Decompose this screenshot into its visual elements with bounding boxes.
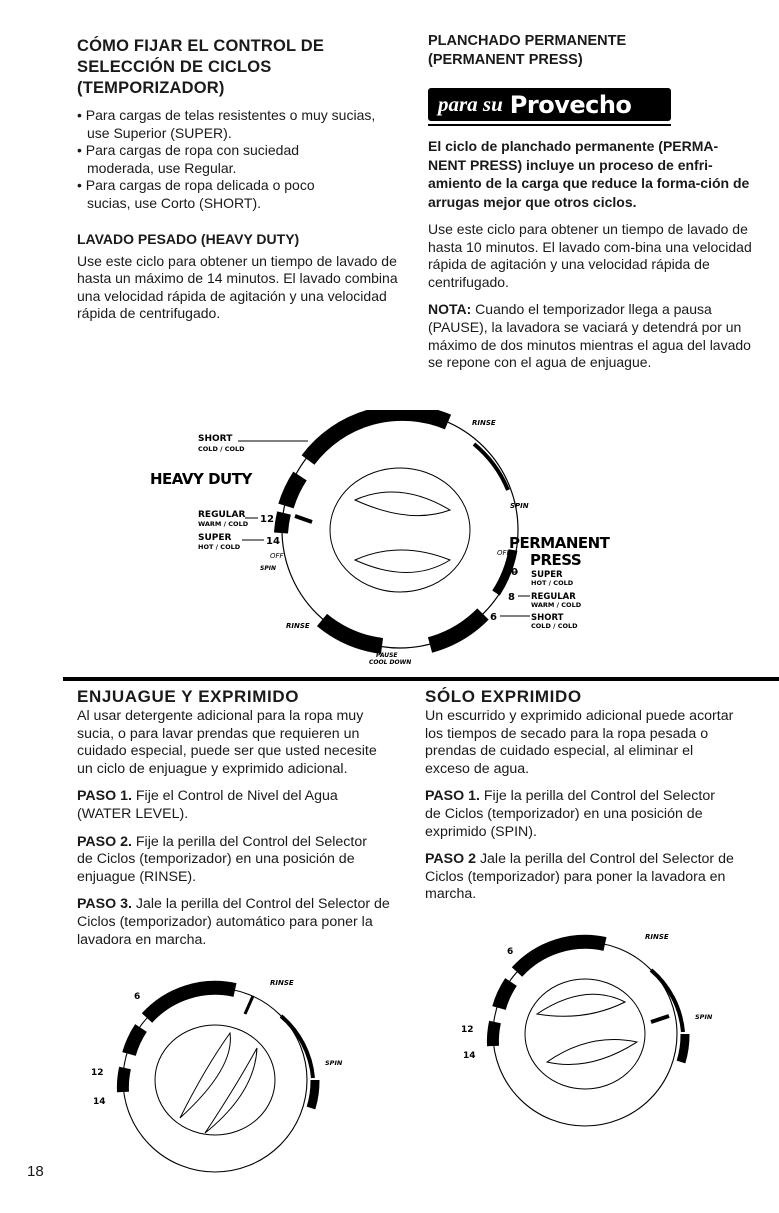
dial-label-pause: PAUSE: [376, 652, 398, 659]
permanent-press-bold-paragraph: El ciclo de planchado permanente (PERMA-NENT PRESS) incluye un proceso de enfri-amiento de la carga que reduce la forma-ción de arrugas mejor que otros ciclos.: [428, 138, 750, 210]
small-dial-number-14: 14: [463, 1051, 476, 1061]
page-number: 18: [27, 1163, 44, 1180]
dial-knob-grip-lower: [355, 550, 450, 573]
step-1-text: Fije el Control de Nivel del Agua (WATER LEVEL).: [77, 788, 338, 822]
dial-arc-left-upper: [286, 476, 300, 506]
spin-step-1-label: PASO 1.: [425, 788, 480, 805]
note-paragraph: [428, 301, 754, 371]
small-dial-label-rinse: RINSE: [270, 979, 294, 987]
dial-number-10: 10: [504, 567, 518, 578]
dial-pointer: [295, 516, 312, 522]
dial-label-pp-short: SHORT: [531, 613, 564, 623]
dial-knob-inner: [330, 468, 470, 592]
right-bottom-section: [425, 686, 760, 904]
dial-label-super-sub: HOT / COLD: [198, 543, 241, 551]
small-dial-pointer: [245, 996, 253, 1014]
bullet-item: • Para cargas de telas resistentes o muy sucias, use Superior (SUPER).: [77, 107, 376, 141]
section-divider: [63, 677, 779, 681]
dial-number-8: 8: [508, 592, 515, 603]
dial-arc-left-lower: [281, 513, 284, 533]
para-su-provecho-badge: [428, 88, 671, 121]
dial-label-pp-super-sub: HOT / COLD: [531, 579, 574, 587]
dial-label-permanent: PERMANENT: [509, 534, 610, 552]
rinse-dial-diagram: [85, 968, 355, 1180]
cycle-selector-dial-diagram: [150, 410, 630, 675]
note-text: Cuando el temporizador llega a pausa (PAUSE), la lavadora se vaciará y detendrá por un máximo de dos minutos mientras el agua del lavado se repone con el agua de enjuague.: [428, 301, 751, 371]
permanent-press-title: [428, 32, 758, 70]
dial-knob-grip-upper: [355, 492, 450, 516]
small-dial-grip-2: [205, 1048, 257, 1133]
dial-label-spin-left: SPIN: [260, 565, 276, 572]
title-line-1: PLANCHADO PERMANENTE: [428, 33, 627, 49]
step-3: [77, 896, 397, 949]
dial-arc-right-thin: [474, 444, 508, 490]
dial-label-cool-down: COOL DOWN: [369, 659, 412, 666]
small-dial-arc-right: [281, 1016, 313, 1078]
dial-label-regular-sub: WARM / COLD: [198, 520, 249, 528]
rinse-spin-title: ENJUAGUE Y EXPRIMIDO: [77, 687, 300, 706]
spin-only-title: SÓLO EXPRIMIDO: [425, 687, 582, 706]
small-dial-number-6: 6: [507, 947, 514, 957]
small-dial-arc-right: [651, 970, 683, 1032]
section-title: [77, 36, 407, 99]
step-2-text: Fije la perilla del Control del Selector de Ciclos (temporizador) en una posición de enjuague (RINSE).: [77, 833, 367, 885]
small-dial-arc-left-lower: [493, 1022, 495, 1046]
small-dial-arc-left-lower: [123, 1068, 125, 1092]
badge-small-text: para su: [438, 92, 503, 116]
spin-step-2-label: PASO 2: [425, 851, 476, 868]
small-dial-label-rinse: RINSE: [645, 933, 669, 941]
left-top-section: [77, 36, 407, 323]
small-dial-number-12: 12: [461, 1025, 474, 1035]
small-dial-number-6: 6: [134, 992, 141, 1002]
small-dial-arc-right-lower: [681, 1034, 685, 1062]
bullet-item: • Para cargas de ropa con suciedad moderada, use Regular.: [77, 142, 300, 176]
small-dial-arc-right-lower: [311, 1080, 315, 1108]
step-1: [77, 788, 377, 823]
dial-label-regular: REGULAR: [198, 510, 246, 520]
note-label: NOTA:: [428, 301, 472, 318]
small-dial-arc-top: [517, 942, 605, 972]
right-top-section: [428, 32, 758, 372]
spin-step-2: [425, 851, 737, 904]
step-1-label: PASO 1.: [77, 788, 132, 805]
dial-label-pp-regular-sub: WARM / COLD: [531, 601, 582, 609]
dial-label-short-sub: COLD / COLD: [198, 445, 245, 453]
dial-arc-bottom-left: [322, 620, 382, 646]
dial-number-6: 6: [316, 437, 323, 448]
dial-label-spin-right: SPIN: [510, 502, 529, 510]
title-line-3: (TEMPORIZADOR): [77, 79, 225, 97]
spin-only-text: Un escurrido y exprimido adicional puede acortar los tiempos de secado para la ropa pesada o prendas de cuidado especial, al eliminar el exceso de agua.: [425, 708, 734, 777]
step-3-text: Jale la perilla del Control del Selector de Ciclos (temporizador) automático para poner la lavadora en marcha.: [77, 896, 390, 948]
bullet-item: • Para cargas de ropa delicada o poco sucias, use Corto (SHORT).: [77, 177, 315, 211]
dial-arc-top: [308, 413, 448, 460]
small-dial-grip-1: [537, 994, 625, 1016]
dial-label-rinse-top: RINSE: [472, 419, 496, 427]
small-dial-label-spin: SPIN: [325, 1059, 343, 1067]
dial-label-super: SUPER: [198, 533, 232, 543]
rinse-spin-text: Al usar detergente adicional para la ropa muy sucia, o para lavar prendas que requieren un cuidado especial, puede ser que usted necesite un ciclo de enjuague y exprimido adicional.: [77, 708, 377, 777]
small-dial-number-12: 12: [91, 1068, 104, 1078]
badge-big-text: Provecho: [509, 90, 632, 119]
dial-label-short: SHORT: [198, 434, 233, 444]
small-dial-arc-left: [129, 1028, 141, 1054]
small-dial-grip-2: [547, 1040, 637, 1065]
dial-label-pp-regular: REGULAR: [531, 592, 576, 602]
small-dial-arc-top: [147, 988, 235, 1018]
small-dial-inner: [525, 979, 645, 1089]
step-3-label: PASO 3.: [77, 896, 132, 913]
small-dial-number-14: 14: [93, 1097, 106, 1107]
spin-step-1-text: Fije la perilla del Control del Selector de Ciclos (temporizador) en una posición de exprimido (SPIN).: [425, 788, 715, 840]
spin-step-1: [425, 788, 725, 841]
left-bottom-section: [77, 686, 397, 949]
permanent-press-text: Use este ciclo para obtener un tiempo de lavado de hasta 10 minutos. El lavado com-bina una velocidad rápida de agitación y una velocidad rápida de centrifugado.: [428, 221, 752, 290]
dial-label-press: PRESS: [530, 551, 582, 569]
dial-label-off-right: OFF: [497, 549, 511, 557]
dial-number-pp-6: 6: [490, 612, 497, 623]
spin-step-2-text: Jale la perilla del Control del Selector de Ciclos (temporizador) para poner la lavadora en marcha.: [425, 851, 734, 903]
title-line-2: SELECCIÓN DE CICLOS: [77, 58, 272, 76]
small-dial-label-spin: SPIN: [695, 1013, 713, 1021]
spin-dial-diagram: [455, 922, 725, 1134]
title-line-1: CÓMO FIJAR EL CONTROL DE: [77, 37, 325, 55]
dial-label-off-left: OFF: [270, 552, 284, 560]
dial-arc-bottom-right: [430, 614, 483, 645]
dial-label-heavy-duty: HEAVY DUTY: [150, 470, 252, 488]
small-dial-arc-left: [499, 982, 511, 1008]
dial-number-14: 14: [266, 536, 280, 547]
heavy-duty-text: Use este ciclo para obtener un tiempo de lavado de hasta un máximo de 14 minutos. El lavado combina una velocidad rápida de agitación y una velocidad rápida de centrifugado.: [77, 252, 398, 322]
dial-label-rinse-left: RINSE: [286, 622, 310, 630]
small-dial-pointer: [651, 1016, 669, 1022]
title-line-2: (PERMANENT PRESS): [428, 52, 583, 68]
dial-label-pp-super: SUPER: [531, 570, 563, 580]
badge-underline: [428, 124, 671, 126]
step-2: [77, 834, 367, 887]
dial-number-12: 12: [260, 514, 274, 525]
dial-label-pp-short-sub: COLD / COLD: [531, 622, 578, 630]
bullet-list: [77, 107, 407, 213]
step-2-label: PASO 2.: [77, 833, 132, 850]
heavy-duty-title: LAVADO PESADO (HEAVY DUTY): [77, 230, 300, 247]
